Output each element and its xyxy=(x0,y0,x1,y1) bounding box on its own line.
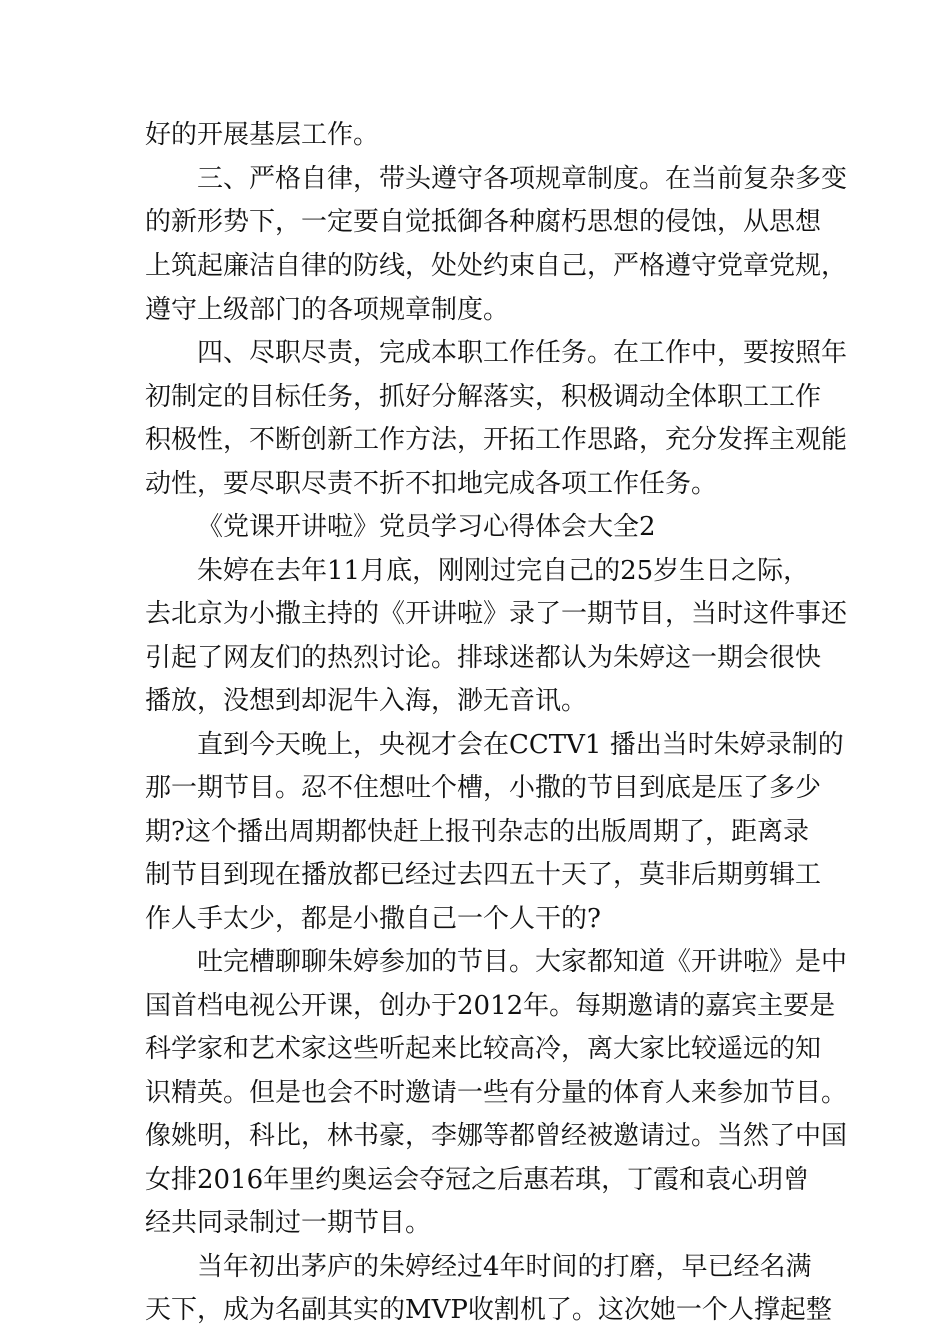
text-line: 吐完槽聊聊朱婷参加的节目。大家都知道《开讲啦》是中 xyxy=(197,947,848,977)
text-line: 期?这个播出周期都快赶上报刊杂志的出版周期了，距离录 xyxy=(145,817,809,847)
section-heading: 《党课开讲啦》党员学习心得体会大全2 xyxy=(197,512,656,542)
text-line: 识精英。但是也会不时邀请一些有分量的体育人来参加节目。 xyxy=(145,1078,848,1108)
text-line: 播放，没想到却泥牛入海，渺无音讯。 xyxy=(145,686,588,716)
text-line: 直到今天晚上，央视才会在CCTV1 播出当时朱婷录制的 xyxy=(197,730,844,760)
text-line: 遵守上级部门的各项规章制度。 xyxy=(145,295,510,325)
text-line: 积极性，不断创新工作方法，开拓工作思路，充分发挥主观能 xyxy=(145,425,848,455)
text-line: 天下，成为名副其实的MVP收割机了。这次她一个人撑起整 xyxy=(145,1295,832,1325)
text-line: 动性，要尽职尽责不折不扣地完成各项工作任务。 xyxy=(145,469,718,499)
text-line: 经共同录制过一期节目。 xyxy=(145,1208,432,1238)
text-line: 当年初出茅庐的朱婷经过4年时间的打磨，早已经名满 xyxy=(197,1252,812,1282)
text-line: 上筑起廉洁自律的防线，处处约束自己，严格遵守党章党规， xyxy=(145,251,848,281)
text-line: 作人手太少，都是小撒自己一个人干的? xyxy=(145,904,601,934)
text-line: 女排2016年里约奥运会夺冠之后惠若琪，丁霞和袁心玥曾 xyxy=(145,1165,810,1195)
text-line: 朱婷在去年11月底，刚刚过完自己的25岁生日之际， xyxy=(197,556,810,586)
text-line: 那一期节目。忍不住想吐个槽，小撒的节目到底是压了多少 xyxy=(145,773,822,803)
text-line: 去北京为小撒主持的《开讲啦》录了一期节目，当时这件事还 xyxy=(145,599,848,629)
text-line: 的新形势下，一定要自觉抵御各种腐朽思想的侵蚀，从思想 xyxy=(145,207,822,237)
text-line: 初制定的目标任务，抓好分解落实，积极调动全体职工工作 xyxy=(145,382,822,412)
text-line: 好的开展基层工作。 xyxy=(145,120,380,150)
text-line: 科学家和艺术家这些听起来比较高冷，离大家比较遥远的知 xyxy=(145,1034,822,1064)
text-line: 像姚明，科比，林书豪，李娜等都曾经被邀请过。当然了中国 xyxy=(145,1121,848,1151)
text-line: 国首档电视公开课，创办于2012年。每期邀请的嘉宾主要是 xyxy=(145,991,836,1021)
text-line: 四、尽职尽责，完成本职工作任务。在工作中，要按照年 xyxy=(197,338,848,368)
text-line: 制节目到现在播放都已经过去四五十天了，莫非后期剪辑工 xyxy=(145,860,822,890)
text-line: 三、严格自律，带头遵守各项规章制度。在当前复杂多变 xyxy=(197,164,848,194)
text-line: 引起了网友们的热烈讨论。排球迷都认为朱婷这一期会很快 xyxy=(145,643,822,673)
